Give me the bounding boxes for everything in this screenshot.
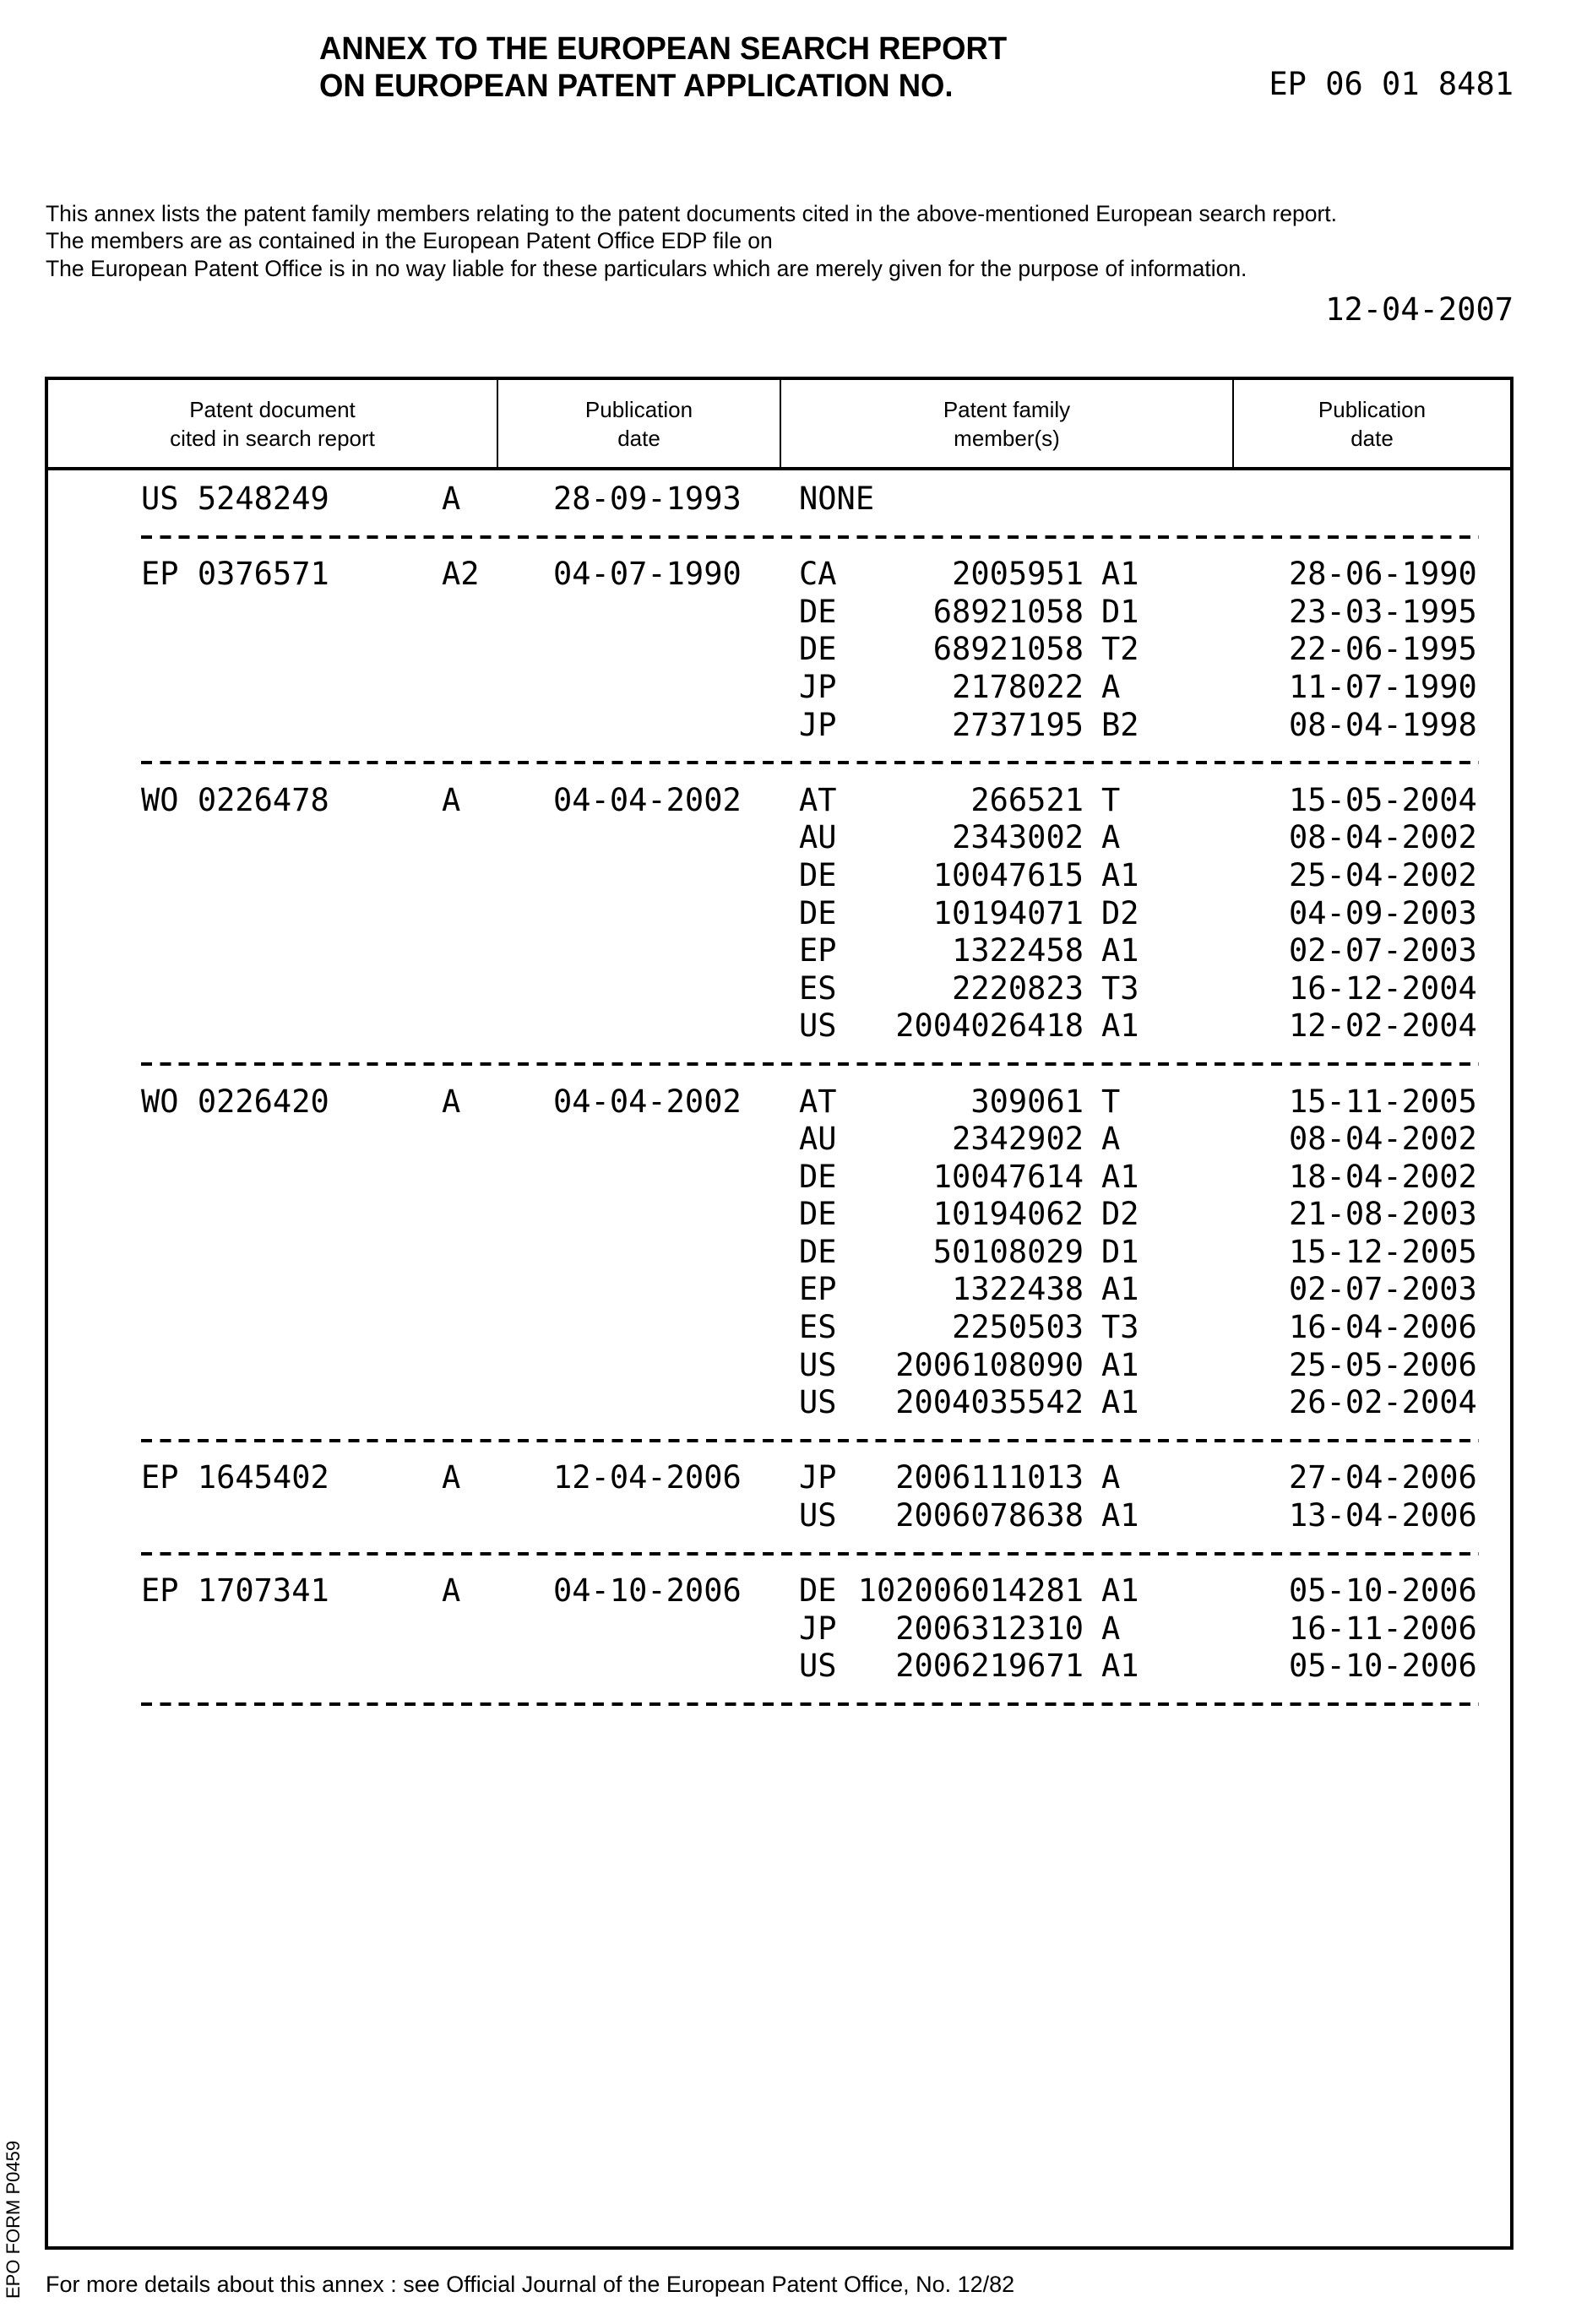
- member-kind-code: D2: [1101, 1196, 1139, 1234]
- member-number: 309061: [970, 1083, 1084, 1121]
- cited-document: WO 0226420: [141, 1083, 329, 1121]
- member-publication-date: 16-11-2006: [1289, 1610, 1477, 1648]
- member-kind-code: A: [1101, 1610, 1120, 1648]
- member-number: 2737195: [952, 707, 1084, 745]
- member-kind-code: A1: [1101, 1271, 1139, 1309]
- table-header: [48, 380, 1510, 470]
- member-kind-code: A: [1101, 1459, 1120, 1497]
- header-text: Publication: [585, 395, 693, 424]
- dashed-rule: [141, 1062, 1479, 1066]
- header-text: date: [1318, 424, 1426, 453]
- member-country: DE: [799, 895, 837, 933]
- table-row: [48, 1083, 1510, 1121]
- member-country: US: [799, 1497, 837, 1535]
- header-text: member(s): [943, 424, 1070, 453]
- cited-kind-code: A: [442, 1572, 460, 1610]
- table-row: [48, 895, 1510, 933]
- member-kind-code: A1: [1101, 1384, 1139, 1422]
- member-number: 10047614: [933, 1159, 1084, 1197]
- member-kind-code: A1: [1101, 1159, 1139, 1197]
- member-country: DE: [799, 1196, 837, 1234]
- table-row: [48, 1007, 1510, 1045]
- member-publication-date: 08-04-2002: [1289, 1121, 1477, 1159]
- cited-publication-date: 12-04-2006: [553, 1459, 742, 1497]
- member-publication-date: 15-05-2004: [1289, 782, 1477, 820]
- table-row: [48, 1648, 1510, 1686]
- member-publication-date: 25-04-2002: [1289, 857, 1477, 895]
- title-line-1: ANNEX TO THE EUROPEAN SEARCH REPORT: [319, 30, 1007, 68]
- cited-document: EP 1707341: [141, 1572, 329, 1610]
- member-publication-date: 27-04-2006: [1289, 1459, 1477, 1497]
- member-country: AT: [799, 1083, 837, 1121]
- table-row: [48, 1497, 1510, 1535]
- table-row: [48, 1159, 1510, 1197]
- member-country: DE: [799, 631, 837, 669]
- member-publication-date: 21-08-2003: [1289, 1196, 1477, 1234]
- member-kind-code: A: [1101, 819, 1120, 857]
- table-row: [48, 556, 1510, 594]
- member-country: US: [799, 1648, 837, 1686]
- member-number: 2006312310: [895, 1610, 1084, 1648]
- member-publication-date: 02-07-2003: [1289, 932, 1477, 970]
- table-row: [48, 1347, 1510, 1385]
- member-publication-date: 28-06-1990: [1289, 556, 1477, 594]
- member-country: DE: [799, 857, 837, 895]
- member-number: 266521: [970, 782, 1084, 820]
- table-row: [48, 1459, 1510, 1497]
- member-publication-date: 25-05-2006: [1289, 1347, 1477, 1385]
- member-publication-date: 04-09-2003: [1289, 895, 1477, 933]
- table-row: [48, 1234, 1510, 1272]
- dashed-rule: [141, 1552, 1479, 1556]
- cited-document: EP 0376571: [141, 556, 329, 594]
- member-country: JP: [799, 707, 837, 745]
- group-separator: [48, 744, 1510, 782]
- member-publication-date: 22-06-1995: [1289, 631, 1477, 669]
- header-text: cited in search report: [170, 424, 375, 453]
- member-number: 2006078638: [895, 1497, 1084, 1535]
- cited-publication-date: 04-07-1990: [553, 556, 742, 594]
- cited-publication-date: 28-09-1993: [553, 481, 742, 519]
- member-country: ES: [799, 970, 837, 1008]
- member-kind-code: T3: [1101, 1309, 1139, 1347]
- header-publication-date: [498, 380, 780, 467]
- member-kind-code: A: [1101, 1121, 1120, 1159]
- dashed-rule: [141, 1702, 1479, 1706]
- member-publication-date: 23-03-1995: [1289, 594, 1477, 632]
- report-date: 12-04-2007: [1325, 291, 1514, 328]
- table-body: [48, 481, 1510, 1724]
- member-country: US: [799, 1384, 837, 1422]
- table-row: [48, 1610, 1510, 1648]
- member-number: 68921058: [933, 631, 1084, 669]
- cited-kind-code: A2: [442, 556, 480, 594]
- header-text: Patent family: [943, 395, 1070, 424]
- member-kind-code: T: [1101, 1083, 1120, 1121]
- table-row: [48, 594, 1510, 632]
- member-kind-code: A1: [1101, 857, 1139, 895]
- member-kind-code: A1: [1101, 1347, 1139, 1385]
- cited-kind-code: A: [442, 1459, 460, 1497]
- member-number: 2178022: [952, 669, 1084, 707]
- member-kind-code: B2: [1101, 707, 1139, 745]
- cited-publication-date: 04-04-2002: [553, 1083, 742, 1121]
- member-number: 2006219671: [895, 1648, 1084, 1686]
- member-country: AU: [799, 819, 837, 857]
- cited-publication-date: 04-04-2002: [553, 782, 742, 820]
- application-number: EP 06 01 8481: [1269, 66, 1514, 102]
- group-separator: [48, 1422, 1510, 1460]
- cited-kind-code: A: [442, 782, 460, 820]
- member-country: AU: [799, 1121, 837, 1159]
- dashed-rule: [141, 1439, 1479, 1442]
- header-patent-family: [781, 380, 1232, 467]
- table-row: [48, 1384, 1510, 1422]
- member-publication-date: 16-12-2004: [1289, 970, 1477, 1008]
- member-publication-date: 26-02-2004: [1289, 1384, 1477, 1422]
- patent-family-table: [45, 377, 1514, 2250]
- member-publication-date: 12-02-2004: [1289, 1007, 1477, 1045]
- table-row: [48, 1572, 1510, 1610]
- member-country: CA: [799, 556, 837, 594]
- member-country: ES: [799, 1309, 837, 1347]
- member-publication-date: 15-11-2005: [1289, 1083, 1477, 1121]
- intro-line-1: This annex lists the patent family members relating to the patent documents cited in the above-mentioned European search report.: [46, 201, 1337, 227]
- member-country: EP: [799, 1271, 837, 1309]
- member-country: AT: [799, 782, 837, 820]
- table-row: [48, 1196, 1510, 1234]
- cited-kind-code: A: [442, 481, 460, 519]
- table-row: [48, 631, 1510, 669]
- member-number: 2004035542: [895, 1384, 1084, 1422]
- member-country: US: [799, 1347, 837, 1385]
- member-kind-code: A1: [1101, 1648, 1139, 1686]
- group-separator: [48, 1535, 1510, 1573]
- form-label: EPO FORM P0459: [3, 2141, 24, 2299]
- member-country: DE: [799, 1572, 837, 1610]
- dashed-rule: [141, 535, 1479, 539]
- cited-publication-date: 04-10-2006: [553, 1572, 742, 1610]
- member-number: 10194071: [933, 895, 1084, 933]
- header-text: Patent document: [170, 395, 375, 424]
- member-number: 10047615: [933, 857, 1084, 895]
- member-number: 1322458: [952, 932, 1084, 970]
- member-country: DE: [799, 1234, 837, 1272]
- table-row: [48, 669, 1510, 707]
- member-country: US: [799, 1007, 837, 1045]
- intro-line-3: The European Patent Office is in no way liable for these particulars which are merely given for the purpose of information.: [46, 256, 1247, 282]
- member-number: 2250503: [952, 1309, 1084, 1347]
- group-separator: [48, 1045, 1510, 1083]
- member-kind-code: A1: [1101, 1572, 1139, 1610]
- member-number: 50108029: [933, 1234, 1084, 1272]
- title-line-2: ON EUROPEAN PATENT APPLICATION NO.: [319, 68, 954, 105]
- no-family-members: NONE: [799, 481, 874, 519]
- table-row: [48, 707, 1510, 745]
- member-number: 1322438: [952, 1271, 1084, 1309]
- table-row: [48, 857, 1510, 895]
- member-publication-date: 18-04-2002: [1289, 1159, 1477, 1197]
- member-country: EP: [799, 932, 837, 970]
- table-row: [48, 1271, 1510, 1309]
- member-country: DE: [799, 594, 837, 632]
- table-row: [48, 782, 1510, 820]
- table-row: [48, 932, 1510, 970]
- table-row: [48, 819, 1510, 857]
- member-kind-code: A1: [1101, 556, 1139, 594]
- member-kind-code: A: [1101, 669, 1120, 707]
- intro-line-2: The members are as contained in the European Patent Office EDP file on: [46, 228, 773, 254]
- member-number: 2005951: [952, 556, 1084, 594]
- member-publication-date: 08-04-2002: [1289, 819, 1477, 857]
- header-patent-document: [48, 380, 497, 467]
- member-publication-date: 15-12-2005: [1289, 1234, 1477, 1272]
- member-country: JP: [799, 1459, 837, 1497]
- member-kind-code: D1: [1101, 1234, 1139, 1272]
- group-separator: [48, 1686, 1510, 1724]
- member-country: DE: [799, 1159, 837, 1197]
- member-publication-date: 02-07-2003: [1289, 1271, 1477, 1309]
- member-kind-code: D2: [1101, 895, 1139, 933]
- member-publication-date: 08-04-1998: [1289, 707, 1477, 745]
- member-kind-code: A1: [1101, 932, 1139, 970]
- member-publication-date: 13-04-2006: [1289, 1497, 1477, 1535]
- member-number: 68921058: [933, 594, 1084, 632]
- header-family-publication-date: [1234, 380, 1510, 467]
- cited-document: EP 1645402: [141, 1459, 329, 1497]
- group-separator: [48, 519, 1510, 557]
- member-number: 2220823: [952, 970, 1084, 1008]
- table-row: [48, 1309, 1510, 1347]
- member-publication-date: 11-07-1990: [1289, 669, 1477, 707]
- member-kind-code: T2: [1101, 631, 1139, 669]
- member-number: 2006108090: [895, 1347, 1084, 1385]
- member-kind-code: T: [1101, 782, 1120, 820]
- cited-document: WO 0226478: [141, 782, 329, 820]
- member-number: 10194062: [933, 1196, 1084, 1234]
- table-row: [48, 481, 1510, 519]
- cited-kind-code: A: [442, 1083, 460, 1121]
- table-row: [48, 970, 1510, 1008]
- footer-note: For more details about this annex : see Official Journal of the European Patent Office, No. 12/82: [46, 2272, 1014, 2298]
- member-number: 2004026418: [895, 1007, 1084, 1045]
- member-number: 2343002: [952, 819, 1084, 857]
- header-text: date: [585, 424, 693, 453]
- member-kind-code: D1: [1101, 594, 1139, 632]
- member-kind-code: A1: [1101, 1007, 1139, 1045]
- member-number: 2006111013: [895, 1459, 1084, 1497]
- member-country: JP: [799, 1610, 837, 1648]
- member-kind-code: T3: [1101, 970, 1139, 1008]
- member-country: JP: [799, 669, 837, 707]
- member-publication-date: 05-10-2006: [1289, 1648, 1477, 1686]
- member-publication-date: 16-04-2006: [1289, 1309, 1477, 1347]
- table-row: [48, 1121, 1510, 1159]
- dashed-rule: [141, 761, 1479, 764]
- header-text: Publication: [1318, 395, 1426, 424]
- cited-document: US 5248249: [141, 481, 329, 519]
- member-number: 102006014281: [858, 1572, 1084, 1610]
- member-publication-date: 05-10-2006: [1289, 1572, 1477, 1610]
- member-kind-code: A1: [1101, 1497, 1139, 1535]
- member-number: 2342902: [952, 1121, 1084, 1159]
